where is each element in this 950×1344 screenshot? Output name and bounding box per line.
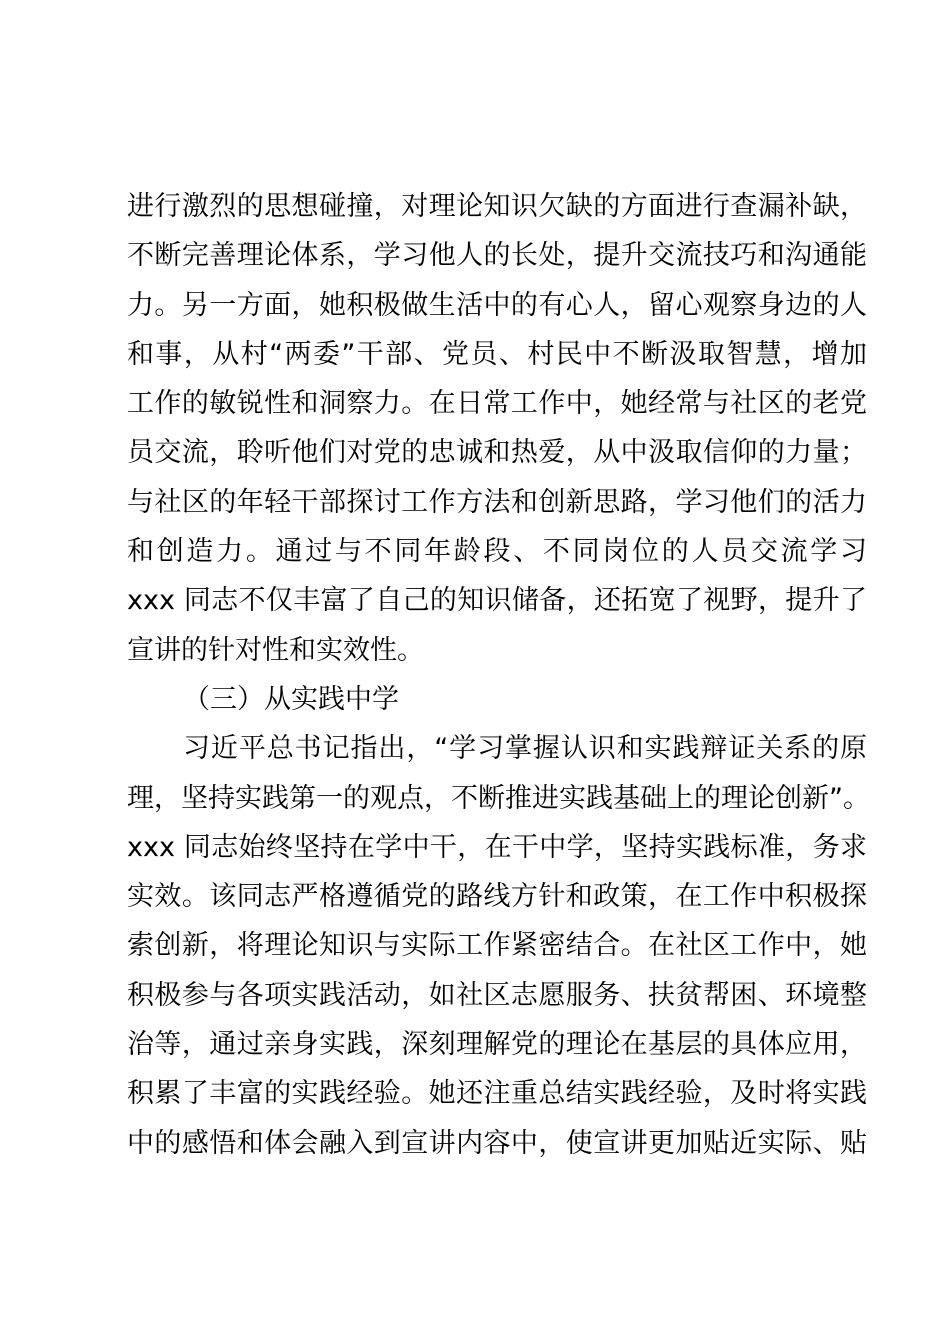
text-line: 习近平总书记指出，“学习掌握认识和实践辩证关系的原 <box>183 733 867 765</box>
text-line: 和创造力。通过与不同年龄段、不同岗位的人员交流学习 <box>127 536 867 568</box>
text-line: 和事，从村“两委”干部、党员、村民中不断汲取智慧，增加 <box>127 338 867 370</box>
paragraph-peer-learning <box>127 182 867 675</box>
text-line: 中的感悟和体会融入到宣讲内容中，使宣讲更加贴近实际、贴 <box>127 1127 867 1159</box>
text-line: 力。另一方面，她积极做生活中的有心人，留心观察身边的人 <box>127 289 867 321</box>
text-line: 积累了丰富的实践经验。她还注重总结实践经验，及时将实践 <box>127 1078 867 1110</box>
text-line: 宣讲的针对性和实效性。 <box>127 634 424 666</box>
text-line: 员交流，聆听他们对党的忠诚和热爱，从中汲取信仰的力量； <box>127 437 867 469</box>
text-line: 工作的敏锐性和洞察力。在日常工作中，她经常与社区的老党 <box>127 388 867 420</box>
text-line: 与社区的年轻干部探讨工作方法和创新思路，学习他们的活力 <box>127 486 867 518</box>
text-line: 索创新，将理论知识与实际工作紧密结合。在社区工作中，她 <box>127 930 867 962</box>
text-line: xxx 同志不仅丰富了自己的知识储备，还拓宽了视野，提升了 <box>127 585 867 617</box>
text-line: 治等，通过亲身实践，深刻理解党的理论在基层的具体应用， <box>127 1029 867 1061</box>
document-body <box>127 182 870 1168</box>
text-line: xxx 同志始终坚持在学中干，在干中学，坚持实践标准，务求 <box>127 831 867 863</box>
paragraph-practice-learning <box>127 724 870 1168</box>
section-heading: （三）从实践中学 <box>183 683 399 715</box>
text-line: 实效。该同志严格遵循党的路线方针和政策，在工作中积极探 <box>127 881 867 913</box>
text-line: 不断完善理论体系，学习他人的长处，提升交流技巧和沟通能 <box>127 240 867 272</box>
text-line: 积极参与各项实践活动，如社区志愿服务、扶贫帮困、环境整 <box>127 979 867 1011</box>
text-line: 理，坚持实践第一的观点，不断推进实践基础上的理论创新”。 <box>127 782 870 814</box>
text-line: 进行激烈的思想碰撞，对理论知识欠缺的方面进行查漏补缺， <box>127 191 867 222</box>
